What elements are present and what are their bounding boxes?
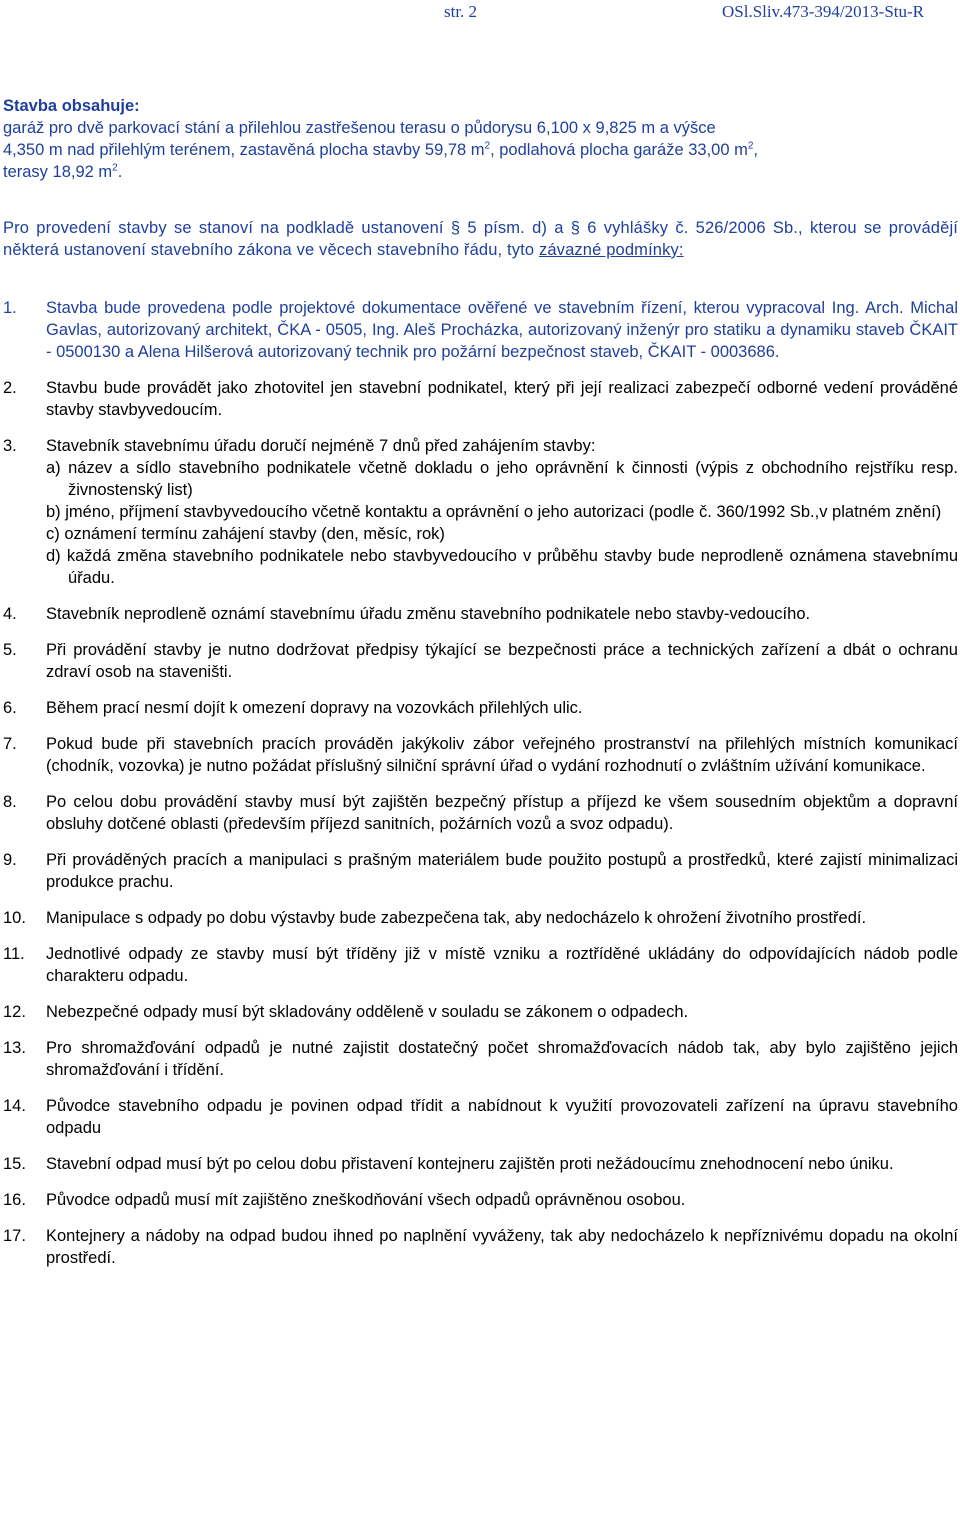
building-line-2a: 4,350 m nad přilehlým terénem, zastavěná plocha stavby 59,78 m: [3, 141, 485, 159]
condition-number: 9.: [3, 851, 17, 869]
legal-basis: [3, 217, 958, 261]
superscript: 2: [484, 140, 491, 152]
condition-text: Jednotlivé odpady ze stavby musí být tříděny již v místě vzniku a roztříděné ukládány do odpovídajících nádob podle charakteru odpadu.: [46, 945, 958, 985]
condition-item: [3, 1153, 958, 1175]
document-reference: OSl.Sliv.473-394/2013-Stu-R: [722, 2, 924, 21]
document-body: [3, 95, 958, 1283]
condition-text: Stavebník neprodleně oznámí stavebnímu úřadu změnu stavebního podnikatele nebo stavby-vedoucího.: [46, 605, 811, 623]
condition-number: 15.: [3, 1155, 26, 1173]
page-header: [0, 2, 960, 26]
condition-item: [3, 1001, 958, 1023]
condition-number: 5.: [3, 641, 17, 659]
condition-item: [3, 733, 958, 777]
building-line-2c: ,: [753, 141, 758, 159]
condition-number: 8.: [3, 793, 17, 811]
building-line-3b: .: [117, 163, 123, 181]
condition-number: 6.: [3, 699, 17, 717]
condition-text: Stavebník stavebnímu úřadu doručí nejméně 7 dnů před zahájením stavby:: [46, 437, 596, 455]
sublist-item: d) každá změna stavebního podnikatele nebo stavbyvedoucího v průběhu stavby bude neprodleně oznámena stavebnímu úřadu.: [46, 547, 958, 587]
sublist-item: a) název a sídlo stavebního podnikatele včetně dokladu o jeho oprávnění k činnosti (výpis z obchodního rejstříku resp. živnostenský list): [46, 459, 958, 499]
condition-text: Kontejnery a nádoby na odpad budou ihned po naplnění vyváženy, tak aby nedocházelo k nepříznivému dopadu na okolní prostředí.: [46, 1227, 958, 1267]
condition-text: Stavbu bude provádět jako zhotovitel jen stavební podnikatel, který při její realizaci zabezpečí odborné vedení prováděné stavby stavbyvedoucím.: [46, 379, 958, 419]
condition-number: 11.: [3, 945, 25, 963]
condition-item: [3, 377, 958, 421]
condition-text: Manipulace s odpady po dobu výstavby bude zabezpečena tak, aby nedocházelo k ohrožení životního prostředí.: [46, 909, 867, 927]
condition-item: [3, 1225, 958, 1269]
condition-text: Pro shromažďování odpadů je nutné zajistit dostatečný počet shromažďovacích nádob tak, aby bylo zajištěno jejich shromažďování i třídění.: [46, 1039, 958, 1079]
condition-number: 4.: [3, 605, 17, 623]
condition-item: [3, 435, 958, 589]
condition-item: [3, 1095, 958, 1139]
condition-number: 17.: [3, 1227, 26, 1245]
condition-text: Při prováděných pracích a manipulaci s prašným materiálem bude použito postupů a prostředků, které zajistí minimalizaci produkce prachu.: [46, 851, 958, 891]
condition-text: Původce stavebního odpadu je povinen odpad třídit a nabídnout k využití provozovateli zařízení na úpravu stavebního odpadu: [46, 1097, 958, 1137]
condition-number: 3.: [3, 437, 17, 455]
condition-number: 12.: [3, 1003, 26, 1021]
condition-number: 14.: [3, 1097, 26, 1115]
condition-text: Po celou dobu provádění stavby musí být zajištěn bezpečný přístup a příjezd ke všem sousedním objektům a dopravní obsluhy dotčené oblasti (především příjezd sanitních, požárních vozů a svoz odpadu).: [46, 793, 958, 833]
building-heading: Stavba obsahuje:: [3, 97, 140, 115]
page-number: str. 2: [444, 2, 478, 21]
condition-item: [3, 791, 958, 835]
superscript: 2: [112, 162, 118, 174]
condition-text: Nebezpečné odpady musí být skladovány odděleně v souladu se zákonem o odpadech.: [46, 1003, 689, 1021]
condition-text: Během prací nesmí dojít k omezení dopravy na vozovkách přilehlých ulic.: [46, 699, 583, 717]
condition-number: 16.: [3, 1191, 26, 1209]
condition-item: [3, 943, 958, 987]
condition-item: [3, 1189, 958, 1211]
condition-number: 2.: [3, 379, 17, 397]
condition-text: Stavební odpad musí být po celou dobu přistavení kontejneru zajištěn proti nežádoucímu znehodnocení nebo úniku.: [46, 1155, 894, 1173]
building-line-1: garáž pro dvě parkovací stání a přilehlou zastřešenou terasu o půdorysu 6,100 x 9,825 m a výšce: [3, 119, 716, 137]
condition-item: [3, 603, 958, 625]
condition-number: 7.: [3, 735, 17, 753]
condition-text: Pokud bude při stavebních pracích prováděn jakýkoliv zábor veřejného prostranství na přilehlých místních komunikací (chodník, vozovka) je nutno požádat příslušný silniční správní úřad o vydání rozhodnutí o zvláštním užívání komunikace.: [46, 735, 958, 775]
condition-body: [46, 435, 958, 589]
condition-sublist: [46, 457, 958, 589]
legal-basis-text: Pro provedení stavby se stanoví na podkladě ustanovení § 5 písm. d) a § 6 vyhlášky č. 526/2006 Sb., kterou se provádějí některá ustanovení stavebního zákona ve věcech stavebního řádu, tyto: [3, 219, 958, 259]
condition-item: [3, 639, 958, 683]
condition-text: Původce odpadů musí mít zajištěno zneškodňování všech odpadů oprávněnou osobou.: [46, 1191, 686, 1209]
building-description: [3, 117, 958, 183]
condition-item: [3, 697, 958, 719]
condition-item: [3, 297, 958, 363]
conditions-list: [3, 297, 958, 1269]
condition-text: Stavba bude provedena podle projektové dokumentace ověřené ve stavebním řízení, kterou vypracoval Ing. Arch. Michal Gavlas, autorizovaný architekt, ČKA - 0505, Ing. Aleš Procházka, autorizovaný inženýr pro statiku a dynamiku staveb ČKAIT - 0500130 a Alena Hilšerová autorizovaný technik pro požární bezpečnost staveb, ČKAIT - 0003686.: [46, 299, 958, 361]
sublist-item: c) oznámení termínu zahájení stavby (den, měsíc, rok): [46, 525, 445, 543]
superscript: 2: [747, 140, 754, 152]
condition-item: [3, 907, 958, 929]
condition-number: 1.: [3, 299, 17, 317]
building-line-3a: terasy 18,92 m: [3, 163, 113, 181]
condition-number: 10.: [3, 909, 26, 927]
condition-number: 13.: [3, 1039, 26, 1057]
building-line-2b: , podlahová plocha garáže 33,00 m: [490, 141, 748, 159]
condition-item: [3, 1037, 958, 1081]
condition-text: Při provádění stavby je nutno dodržovat předpisy týkající se bezpečnosti práce a technických zařízení a dbát o ochranu zdraví osob na staveništi.: [46, 641, 958, 681]
binding-conditions-label: závazné podmínky:: [538, 241, 684, 259]
condition-item: [3, 849, 958, 893]
sublist-item: b) jméno, příjmení stavbyvedoucího včetně kontaktu a oprávnění o jeho autorizaci (podle č. 360/1992 Sb.,v platném znění): [46, 503, 942, 521]
